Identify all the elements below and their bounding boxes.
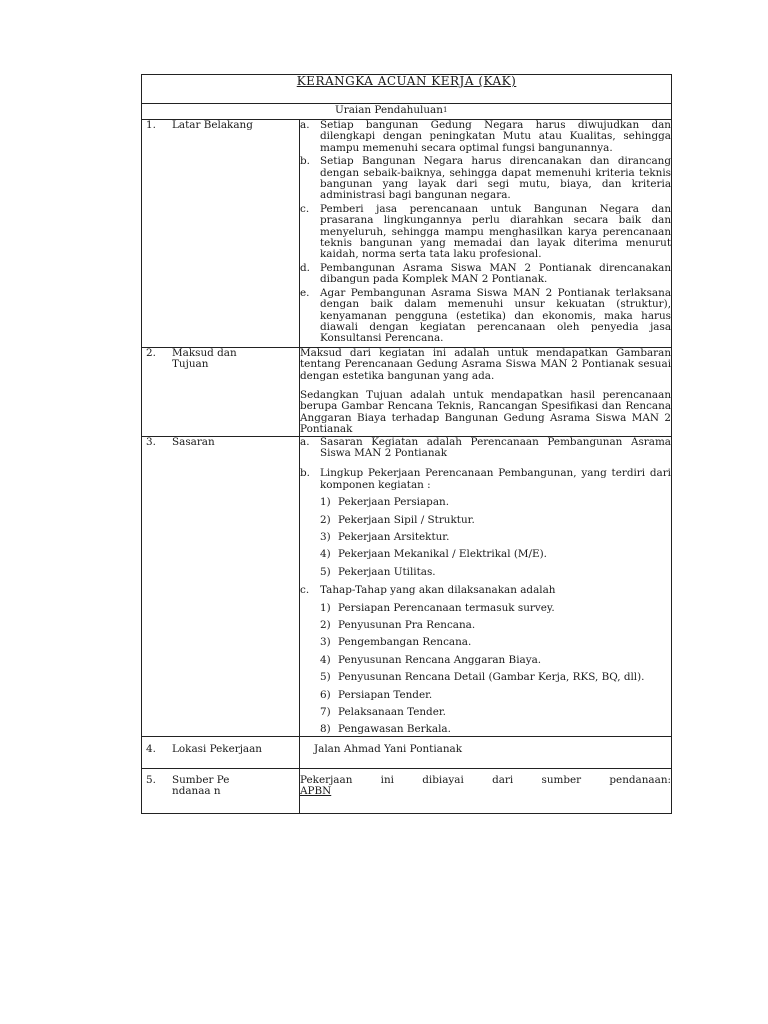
sub-list-item	[320, 620, 671, 631]
list-marker: a.	[300, 435, 310, 448]
sub-marker: 4)	[320, 548, 331, 561]
sub-list-item	[320, 549, 671, 560]
section-label: Sumber Pendanaa n	[172, 773, 230, 798]
paragraph-tujuan: Sedangkan Tujuan adalah untuk mendapatkan hasil perencanaan berupa Gambar Rencana Teknis, Rancangan Spesifikasi dan Rencana Anggaran Biaya terhadap Bangunan Gedung Asrama Siswa MAN 2 Pontianak	[300, 388, 672, 436]
section-number: 1.	[146, 119, 156, 131]
sub-text: Pekerjaan Persiapan.	[338, 496, 450, 509]
section-content-cell	[300, 768, 672, 813]
list-text: Pemberi jasa perencanaan untuk Bangunan Negara dan prasarana lingkungannya perlu diarahkan secara baik dan menyeluruh, sehingga mampu menghasilkan karya perencanaan teknis bangunan yang memadai dan layak diterima menurut kaidah, norma serta tata laku profesional.	[320, 202, 672, 261]
sub-text: Persiapan Tender.	[338, 688, 433, 701]
sub-text: Penyusunan Rencana Detail (Gambar Kerja, RKS, BQ, dll).	[338, 671, 645, 684]
sub-list-item	[320, 603, 671, 614]
list-marker: e.	[300, 286, 310, 299]
section-row-sumber-pendanaan	[142, 768, 672, 813]
list-text: Agar Pembangunan Asrama Siswa MAN 2 Pontianak terlaksana dengan baik dalam memenuhi unsur kekuatan (struktur), kenyamanan pengguna (estetika) dan ekonomis, maka harus diawali dengan kegiatan perencanaan oleh penyedia jasa Konsultansi Perencana.	[320, 286, 672, 345]
sub-list-item	[320, 707, 671, 718]
list-item	[300, 288, 671, 345]
section-label: Sasaran	[172, 435, 215, 448]
funding-text: Pekerjaan ini dibiayai dari sumber pendanaan:	[300, 773, 672, 786]
sub-marker: 6)	[320, 688, 331, 701]
list-text: Lingkup Pekerjaan Perencanaan Pembangunan, yang terdiri dari komponen kegiatan :	[320, 467, 672, 491]
subtitle-row	[142, 104, 672, 120]
list-item	[300, 156, 671, 202]
section-number: 4.	[146, 742, 156, 755]
list-text: Tahap-Tahap yang akan dilaksanakan adalah	[320, 584, 556, 597]
sub-list-item	[320, 724, 671, 735]
sub-marker: 4)	[320, 653, 331, 666]
sub-text: Pekerjaan Mekanikal / Elektrikal (M/E).	[338, 548, 547, 561]
document-title: KERANGKA ACUAN KERJA (KAK)	[296, 74, 517, 88]
list-item	[300, 468, 671, 491]
section-row-lokasi	[142, 736, 672, 768]
location-text: Jalan Ahmad Yani Pontianak	[314, 742, 463, 755]
sub-text: Pekerjaan Sipil / Struktur.	[338, 513, 475, 526]
sub-text: Pekerjaan Utilitas.	[338, 565, 436, 578]
sub-marker: 1)	[320, 601, 331, 614]
title-row	[142, 75, 672, 104]
section-row-latar-belakang	[142, 120, 672, 348]
sub-list-item	[320, 497, 671, 508]
section-number: 2.	[146, 346, 156, 359]
section-number: 5.	[146, 773, 156, 786]
funding-source: APBN	[300, 785, 332, 798]
section-label-cell	[142, 120, 300, 348]
sub-marker: 3)	[320, 636, 331, 649]
sub-text: Pengawasan Berkala.	[338, 723, 451, 736]
list-marker: b.	[300, 155, 310, 168]
paragraph-maksud: Maksud dari kegiatan ini adalah untuk mendapatkan Gambaran tentang Perencanaan Gedung Asrama Siswa MAN 2 Pontianak sesuai dengan estetika bangunan yang ada.	[300, 346, 672, 382]
sub-list-item	[320, 637, 671, 648]
list-marker: c.	[300, 584, 310, 597]
list-item	[300, 263, 671, 286]
section-content-cell	[300, 736, 672, 768]
section-label: Maksud dan Tujuan	[172, 346, 237, 371]
section-label-cell	[142, 768, 300, 813]
section-label-cell	[142, 347, 300, 436]
sub-text: Penyusunan Pra Rencana.	[338, 619, 476, 632]
sub-list-item	[320, 532, 671, 543]
sub-marker: 2)	[320, 619, 331, 632]
section-number: 3.	[146, 435, 156, 448]
sub-marker: 1)	[320, 496, 331, 509]
section-label-cell	[142, 736, 300, 768]
sub-marker: 3)	[320, 531, 331, 543]
sub-marker: 2)	[320, 513, 331, 526]
sub-text: Pengembangan Rencana.	[338, 636, 472, 649]
sub-list-item	[320, 672, 671, 683]
section-content-cell	[300, 436, 672, 736]
list-item	[300, 204, 671, 261]
sub-marker: 7)	[320, 706, 331, 719]
section-row-sasaran	[142, 436, 672, 736]
sub-marker: 5)	[320, 671, 331, 684]
kak-table	[141, 74, 672, 814]
sub-list-item	[320, 515, 671, 526]
sub-text: Penyusunan Rencana Anggaran Biaya.	[338, 653, 542, 666]
sub-list-item	[320, 655, 671, 666]
sub-list-item	[320, 690, 671, 701]
section-label-cell	[142, 436, 300, 736]
section-row-maksud-tujuan	[142, 347, 672, 436]
list-text: Sasaran Kegiatan adalah Perencanaan Pembangunan Asrama Siswa MAN 2 Pontianak	[320, 435, 672, 459]
list-text: Setiap Bangunan Negara harus direncanakan dan dirancang dengan sebaik-baiknya, sehingga dapat memenuhi kriteria teknis bangunan yang layak dari segi mutu, biaya, dan kriteria administrasi bagi bangunan negara.	[320, 155, 672, 202]
list-text: Pembangunan Asrama Siswa MAN 2 Pontianak direncanakan dibangun pada Komplek MAN 2 Pontianak.	[320, 261, 672, 286]
list-marker: d.	[300, 261, 310, 274]
section-content-cell	[300, 347, 672, 436]
list-marker: b.	[300, 467, 310, 480]
list-item	[300, 437, 671, 460]
sub-marker: 5)	[320, 565, 331, 578]
section-label: Latar Belakang	[172, 119, 253, 131]
sub-text: Pelaksanaan Tender.	[338, 706, 446, 719]
list-marker: c.	[300, 202, 310, 215]
list-marker: a.	[300, 119, 310, 131]
list-item	[300, 120, 671, 154]
footnote-mark: 1	[442, 106, 448, 114]
subtitle-text: Uraian Pendahuluan	[335, 104, 443, 116]
sub-text: Persiapan Perencanaan termasuk survey.	[338, 601, 555, 614]
sub-list-item	[320, 567, 671, 578]
section-content-cell	[300, 120, 672, 348]
list-item	[300, 585, 671, 596]
section-label: Lokasi Pekerjaan	[172, 742, 262, 755]
list-text: Setiap bangunan Gedung Negara harus diwujudkan dan dilengkapi dengan peningkatan Mutu atau Kualitas, sehingga mampu memenuhi secara optimal fungsi bangunannya.	[320, 119, 672, 154]
subtitle-cell	[142, 104, 672, 120]
sub-marker: 8)	[320, 723, 331, 736]
sub-text: Pekerjaan Arsitektur.	[338, 531, 450, 543]
title-cell	[142, 75, 672, 104]
